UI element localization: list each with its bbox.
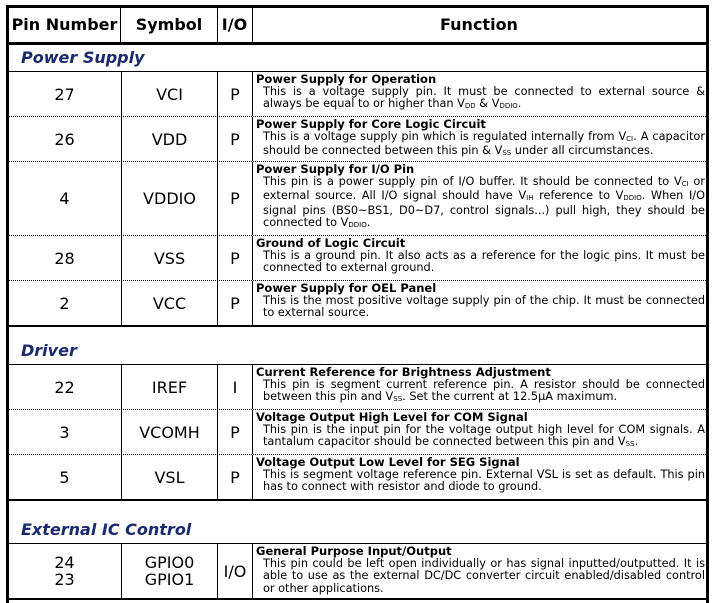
table-row <box>9 544 706 600</box>
symbol-cell: GPIO0 GPIO1 <box>121 544 217 598</box>
table-row <box>9 410 706 455</box>
function-description: This is a ground pin. It also acts as a reference for the logic pins. It must be connected to external ground. <box>263 248 705 274</box>
symbol-cell: VCI <box>121 72 217 116</box>
section-title: Power Supply <box>21 48 145 67</box>
pin-number-cell: 2 <box>59 293 70 313</box>
symbol-cell: VCOMH <box>121 410 217 454</box>
pin-number-cell: 4 <box>59 189 70 208</box>
function-cell <box>252 72 706 116</box>
pin-number-cell: 22 <box>54 377 75 397</box>
header-symbol: Symbol <box>135 15 203 34</box>
section-header <box>9 338 706 365</box>
symbol-cell: VSL <box>121 455 217 499</box>
table-header <box>9 8 706 45</box>
function-description: This pin is the input pin for the voltage output high level for COM signals. A tantalum capacitor should be connected between this pin and $V_{SS}$. <box>263 422 705 448</box>
pin-number-cell: 28 <box>54 248 75 268</box>
function-title: Current Reference for Brightness Adjustment <box>256 365 551 379</box>
function-title: Voltage Output Low Level for SEG Signal <box>256 455 520 469</box>
header-pin-number: Pin Number <box>11 15 118 34</box>
symbol-cell: VDDIO <box>121 162 217 235</box>
function-cell <box>252 544 706 598</box>
function-description: This is a voltage supply pin. It must be connected to external source & always be equal to or higher than $V_{DD}$ & $V_{DDIO}$. <box>263 84 705 110</box>
header-function: Function <box>440 15 518 34</box>
pin-number-cell: 3 <box>59 422 70 442</box>
function-title: Power Supply for Operation <box>256 72 437 86</box>
section-title: Driver <box>21 341 77 360</box>
function-cell <box>252 281 706 325</box>
io-cell: P <box>217 72 252 116</box>
function-description: This is a voltage supply pin which is regulated internally from $V_{CI}$. A capacitor should be connected between this pin & $V_{SS}$ under all circumstances. <box>263 129 705 157</box>
pin-table <box>6 5 709 603</box>
io-cell: P <box>217 162 252 235</box>
function-title: Voltage Output High Level for COM Signal <box>256 410 528 424</box>
pin-number-cell: 26 <box>54 129 75 149</box>
pin-number-cell: 5 <box>59 467 70 487</box>
function-cell <box>252 162 706 235</box>
symbol-cell: VSS <box>121 236 217 280</box>
io-cell: I/O <box>217 544 252 598</box>
function-description: This is the most positive voltage supply pin of the chip. It must be connected to external source. <box>263 293 705 319</box>
table-row <box>9 455 706 501</box>
table-row <box>9 117 706 162</box>
symbol-cell: VCC <box>121 281 217 325</box>
io-cell: P <box>217 117 252 161</box>
function-title: Power Supply for OEL Panel <box>256 281 437 295</box>
section-header <box>9 517 706 544</box>
function-cell <box>252 365 706 409</box>
io-cell: P <box>217 455 252 499</box>
section-header <box>9 45 706 72</box>
function-description: This is segment voltage reference pin. External VSL is set as default. This pin has to connect with resistor and diode to ground. <box>263 467 705 493</box>
table-row <box>9 72 706 117</box>
io-cell: I <box>217 365 252 409</box>
symbol-cell: VDD <box>121 117 217 161</box>
function-cell <box>252 236 706 280</box>
section-title: External IC Control <box>21 520 192 539</box>
table-row <box>9 365 706 410</box>
table-row <box>9 162 706 236</box>
symbol-cell: IREF <box>121 365 217 409</box>
function-description: This pin is a power supply pin of I/O buffer. It should be connected to $V_{CI}$ or external source. All I/O signal should have $V_{IH}$ reference to $V_{DDIO}$. When I/O signal pins (BS0~BS1, D0~D7, control signals...) pull high, they should be connected to $V_{DDIO}$. <box>263 174 705 229</box>
io-cell: P <box>217 410 252 454</box>
function-title: Ground of Logic Circuit <box>256 236 406 250</box>
function-cell <box>252 410 706 454</box>
io-cell: P <box>217 236 252 280</box>
function-cell <box>252 117 706 161</box>
function-title: General Purpose Input/Output <box>256 544 452 558</box>
function-cell <box>252 455 706 499</box>
table-row <box>9 236 706 281</box>
pin-number-cell: 27 <box>54 84 75 104</box>
io-cell: P <box>217 281 252 325</box>
table-row <box>9 281 706 327</box>
function-description: This pin is segment current reference pin. A resistor should be connected between this pin and $V_{SS}$. Set the current at 12.5µA maximum. <box>263 377 705 403</box>
function-description: This pin could be left open individually or has signal inputted/outputted. It is able to use as the external DC/DC converter circuit enabled/disabled control or other applications. <box>263 556 705 595</box>
pin-number-cell: 24 23 <box>54 553 75 589</box>
function-title: Power Supply for Core Logic Circuit <box>256 117 486 131</box>
header-io: I/O <box>221 15 248 34</box>
function-title: Power Supply for I/O Pin <box>256 162 415 176</box>
